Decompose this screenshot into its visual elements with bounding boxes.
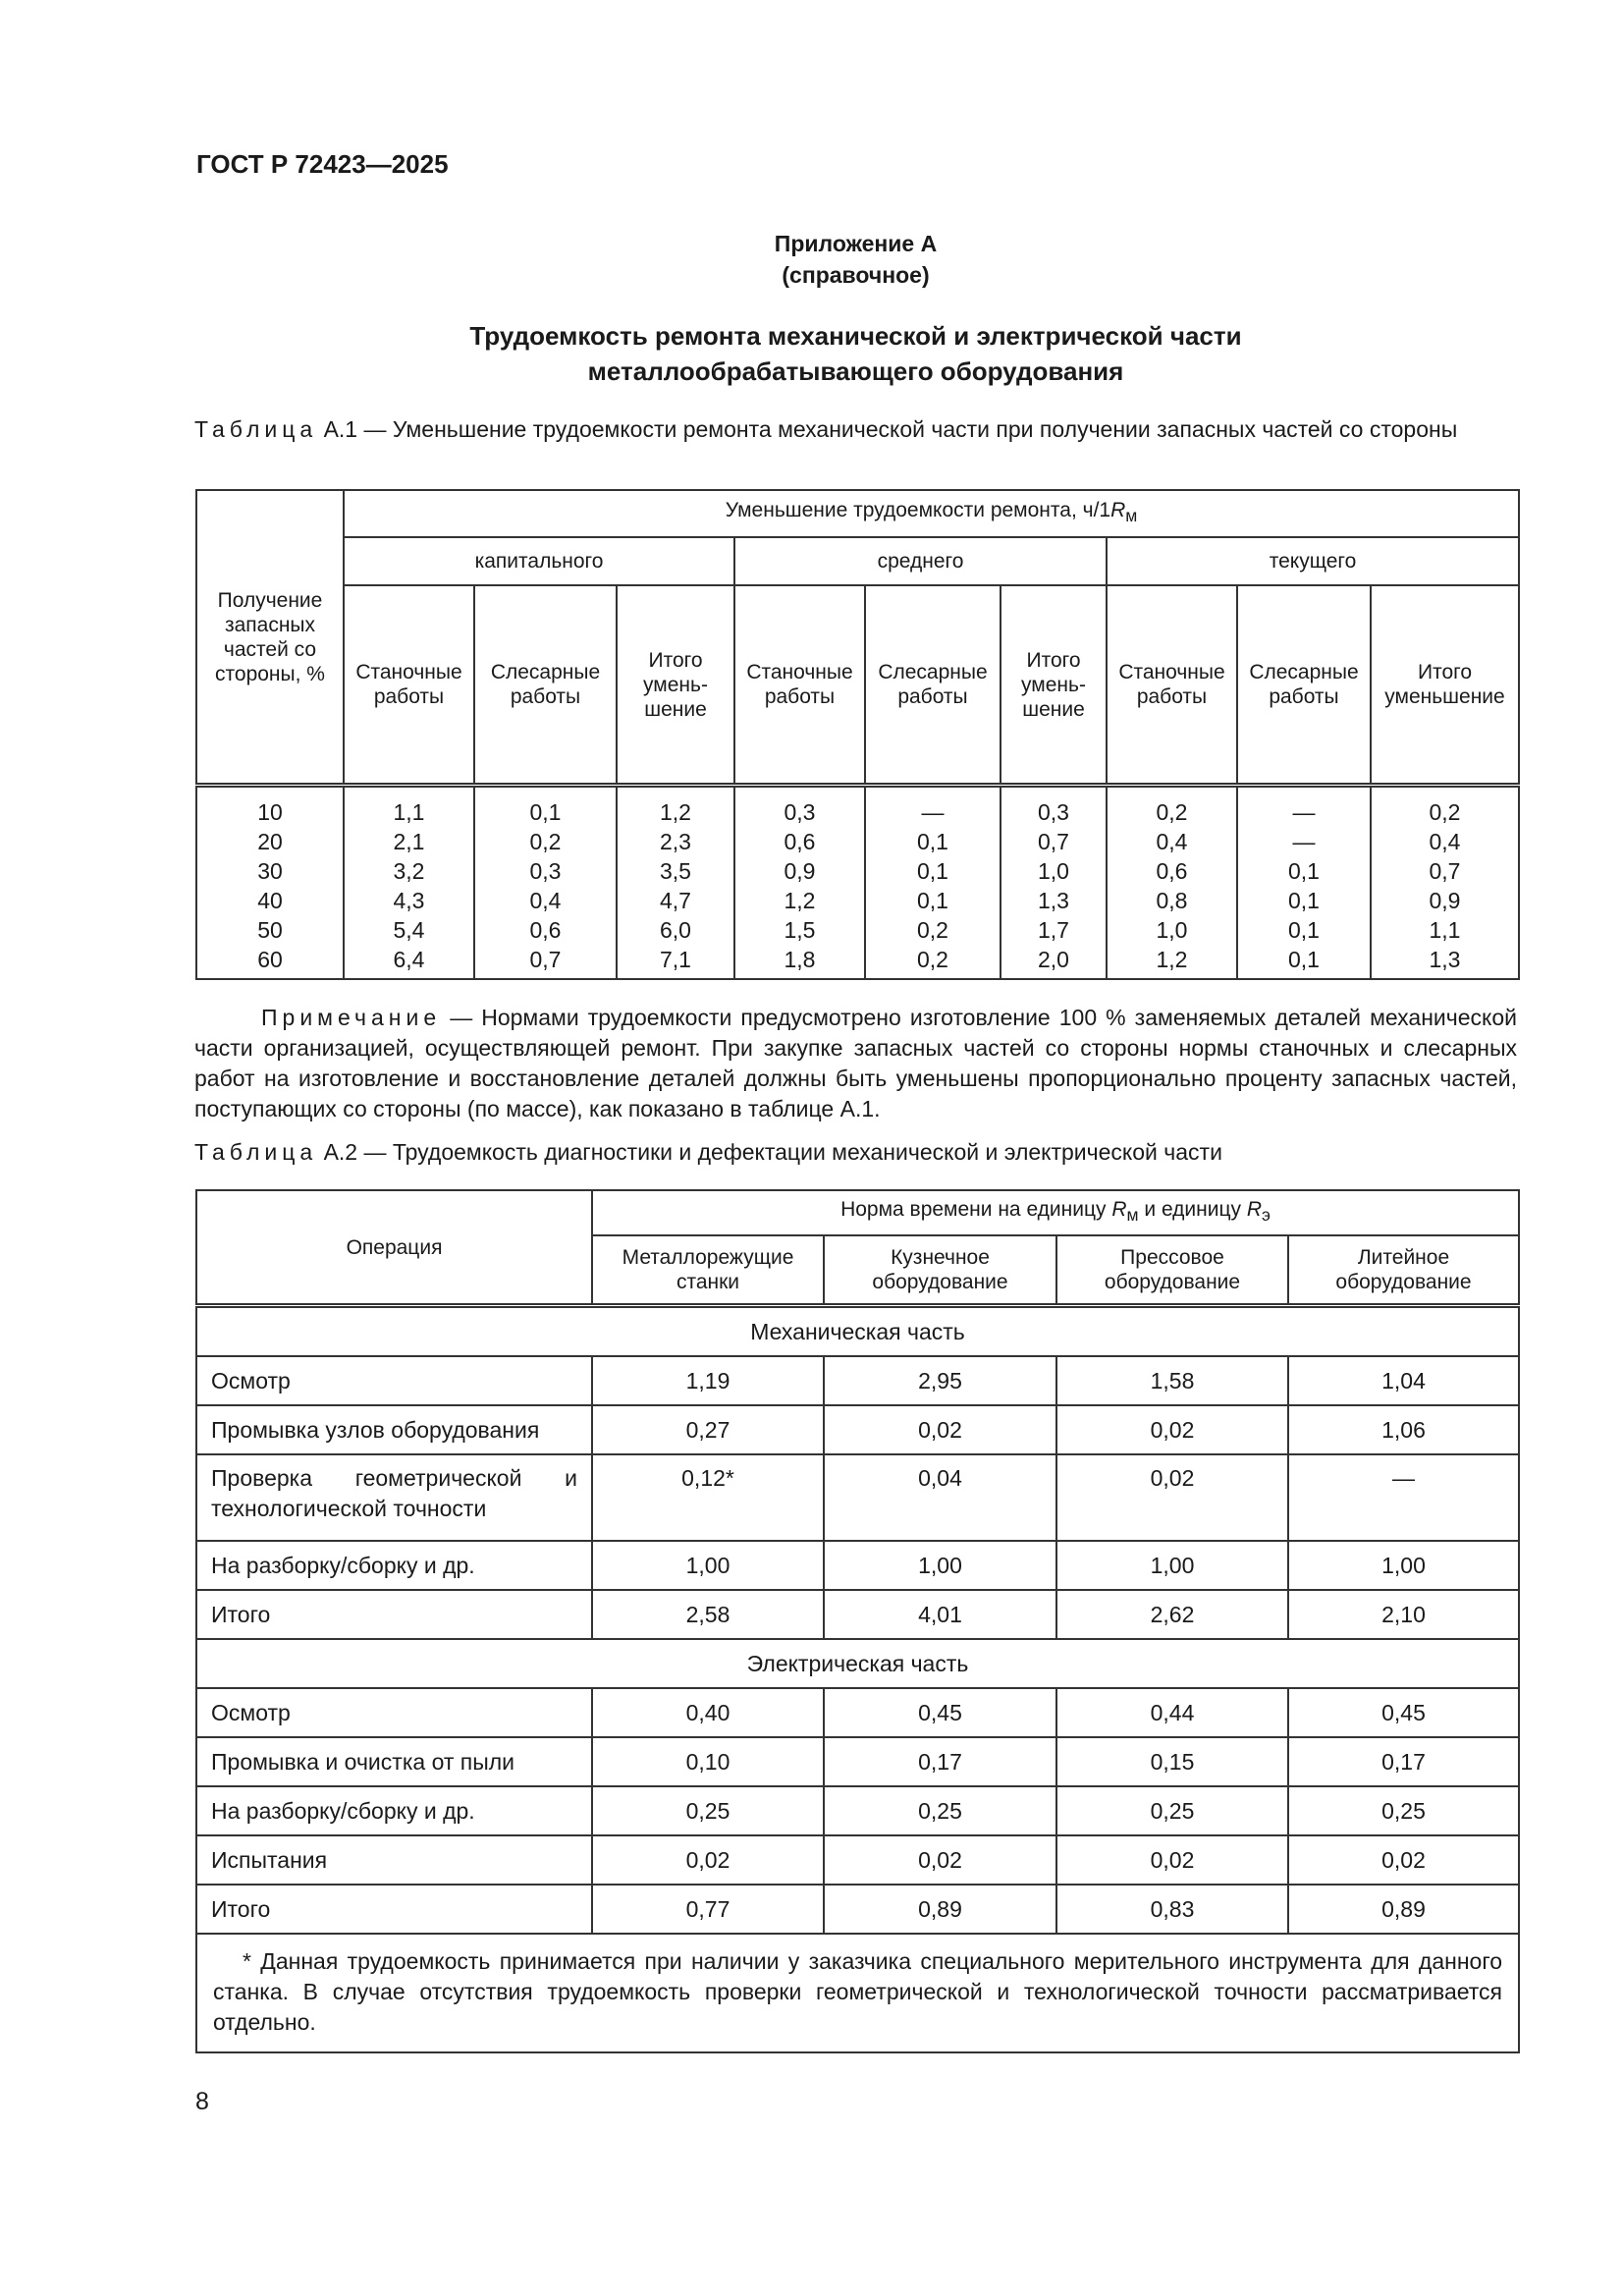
subheader-total-1: Итого умень-шение xyxy=(617,585,734,786)
column-current-fitter: — — 0,1 0,1 0,1 0,1 xyxy=(1237,786,1371,980)
operation-header: Операция xyxy=(196,1190,592,1306)
operation-name: Осмотр xyxy=(196,1688,592,1737)
section-mechanical: Механическая часть xyxy=(196,1306,1519,1357)
value-cell: 2,58 xyxy=(592,1590,824,1639)
column-current-total: 0,2 0,4 0,7 0,9 1,1 1,3 xyxy=(1371,786,1519,980)
value-cell: 0,83 xyxy=(1056,1885,1288,1934)
table-row xyxy=(196,1737,1519,1786)
section-row xyxy=(196,1639,1519,1688)
table-a2 xyxy=(195,1189,1520,2053)
table-row xyxy=(196,1454,1519,1541)
subheader-fitter-1: Слесарные работы xyxy=(474,585,617,786)
value-cell: — xyxy=(1288,1454,1519,1541)
group-medium: среднего xyxy=(734,537,1107,585)
column-capital-machine: 1,1 2,1 3,2 4,3 5,4 6,4 xyxy=(344,786,474,980)
column-percent: 10 20 30 40 50 60 xyxy=(196,786,344,980)
table-row xyxy=(196,1590,1519,1639)
section-row xyxy=(196,1306,1519,1357)
table-row xyxy=(196,1688,1519,1737)
table-a2-caption xyxy=(194,1137,1517,1168)
value-cell: 0,77 xyxy=(592,1885,824,1934)
value-cell: 1,04 xyxy=(1288,1356,1519,1405)
subheader-total-3: Итого уменьшение xyxy=(1371,585,1519,786)
value-cell: 0,89 xyxy=(1288,1885,1519,1934)
table-a1-caption-word: Таблица xyxy=(194,416,318,442)
operation-name: На разборку/сборку и др. xyxy=(196,1541,592,1590)
operation-name: Итого xyxy=(196,1885,592,1934)
table-row xyxy=(196,1835,1519,1885)
value-cell: 1,00 xyxy=(592,1541,824,1590)
col-header-casting: Литейное оборудование xyxy=(1288,1235,1519,1306)
note-label: Примечание xyxy=(261,1005,442,1030)
subheader-machine-1: Станочные работы xyxy=(344,585,474,786)
value-cell: 0,40 xyxy=(592,1688,824,1737)
table-a2-footnote: * Данная трудоемкость принимается при наличии у заказчика специального мерительного инструмента для данного станка. В случае отсутствия трудоемкость проверки геометрической и технологической точности рассматривается отдельно. xyxy=(196,1934,1519,2052)
table-row xyxy=(196,1541,1519,1590)
value-cell: 0,25 xyxy=(592,1786,824,1835)
value-cell: 0,10 xyxy=(592,1737,824,1786)
value-cell: 0,02 xyxy=(824,1405,1056,1454)
col-header-metal-cutting: Металлорежущие станки xyxy=(592,1235,824,1306)
value-cell: 0,89 xyxy=(824,1885,1056,1934)
value-cell: 0,27 xyxy=(592,1405,824,1454)
column-current-machine: 0,2 0,4 0,6 0,8 1,0 1,2 xyxy=(1107,786,1237,980)
annex-status: (справочное) xyxy=(782,262,930,288)
value-cell: 0,15 xyxy=(1056,1737,1288,1786)
subheader-machine-3: Станочные работы xyxy=(1107,585,1237,786)
table-a1-caption xyxy=(194,414,1517,445)
column-medium-machine: 0,3 0,6 0,9 1,2 1,5 1,8 xyxy=(734,786,865,980)
column-medium-total: 0,3 0,7 1,0 1,3 1,7 2,0 xyxy=(1001,786,1107,980)
table-a1-group-header xyxy=(344,490,1519,537)
operation-name: Осмотр xyxy=(196,1356,592,1405)
value-cell: 0,25 xyxy=(824,1786,1056,1835)
group-header-r: R xyxy=(1110,499,1126,522)
table-row xyxy=(196,1885,1519,1934)
annex-heading-line-2: металлообрабатывающего оборудования xyxy=(587,356,1124,386)
value-cell: 0,17 xyxy=(824,1737,1056,1786)
operation-name: Проверка геометрической и технологической точности xyxy=(196,1454,592,1541)
group-header-sub: м xyxy=(1125,506,1138,526)
value-cell: 1,00 xyxy=(1288,1541,1519,1590)
table-a1-caption-text: А.1 — Уменьшение трудоемкости ремонта механической части при получении запасных частей со стороны xyxy=(323,416,1458,442)
subheader-fitter-2: Слесарные работы xyxy=(865,585,1001,786)
table-a1-row-header: Получение запасных частей со стороны, % xyxy=(196,490,344,786)
value-cell: 1,00 xyxy=(824,1541,1056,1590)
table-a1-data-row xyxy=(196,786,1519,980)
table-a2-caption-word: Таблица xyxy=(194,1139,318,1165)
value-cell: 0,04 xyxy=(824,1454,1056,1541)
table-row xyxy=(196,1356,1519,1405)
column-medium-fitter: — 0,1 0,1 0,1 0,2 0,2 xyxy=(865,786,1001,980)
operation-name: Промывка узлов оборудования xyxy=(196,1405,592,1454)
value-cell: 4,01 xyxy=(824,1590,1056,1639)
document-code: ГОСТ Р 72423—2025 xyxy=(196,149,449,179)
group-capital: капитального xyxy=(344,537,734,585)
subheader-total-2: Итого умень-шение xyxy=(1001,585,1107,786)
col-header-forging: Кузнечное оборудование xyxy=(824,1235,1056,1306)
annex-label: Приложение А xyxy=(774,231,938,256)
operation-name: На разборку/сборку и др. xyxy=(196,1786,592,1835)
value-cell: 0,25 xyxy=(1056,1786,1288,1835)
value-cell: 0,02 xyxy=(1056,1454,1288,1541)
group-header-main: Уменьшение трудоемкости ремонта, ч/1 xyxy=(725,499,1111,522)
subheader-fitter-3: Слесарные работы xyxy=(1237,585,1371,786)
value-cell: 0,44 xyxy=(1056,1688,1288,1737)
value-cell: 0,45 xyxy=(824,1688,1056,1737)
value-cell: 0,02 xyxy=(592,1835,824,1885)
section-electrical: Электрическая часть xyxy=(196,1639,1519,1688)
table-a2-caption-text: А.2 — Трудоемкость диагностики и дефектации механической и электрической части xyxy=(323,1139,1222,1165)
value-cell: 0,25 xyxy=(1288,1786,1519,1835)
value-cell: 0,17 xyxy=(1288,1737,1519,1786)
value-cell: 2,10 xyxy=(1288,1590,1519,1639)
group-current: текущего xyxy=(1107,537,1519,585)
value-cell: 0,02 xyxy=(1056,1405,1288,1454)
value-cell: 1,06 xyxy=(1288,1405,1519,1454)
value-cell: 2,62 xyxy=(1056,1590,1288,1639)
value-cell: 1,00 xyxy=(1056,1541,1288,1590)
value-cell: 2,95 xyxy=(824,1356,1056,1405)
value-cell: 1,19 xyxy=(592,1356,824,1405)
value-cell: 0,02 xyxy=(1288,1835,1519,1885)
value-cell: 1,58 xyxy=(1056,1356,1288,1405)
column-capital-total: 1,2 2,3 3,5 4,7 6,0 7,1 xyxy=(617,786,734,980)
annex-heading xyxy=(196,318,1515,389)
operation-name: Итого xyxy=(196,1590,592,1639)
value-cell: 0,12* xyxy=(592,1454,824,1541)
subheader-machine-2: Станочные работы xyxy=(734,585,865,786)
annex-title xyxy=(196,228,1515,291)
table-a1 xyxy=(195,489,1520,980)
table-a1-note xyxy=(194,1003,1517,1124)
annex-heading-line-1: Трудоемкость ремонта механической и электрической части xyxy=(469,321,1242,351)
table-row xyxy=(196,1786,1519,1835)
column-capital-fitter: 0,1 0,2 0,3 0,4 0,6 0,7 xyxy=(474,786,617,980)
value-cell: 0,45 xyxy=(1288,1688,1519,1737)
value-cell: 0,02 xyxy=(824,1835,1056,1885)
operation-name: Промывка и очистка от пыли xyxy=(196,1737,592,1786)
table-row xyxy=(196,1405,1519,1454)
value-cell: 0,02 xyxy=(1056,1835,1288,1885)
operation-name: Испытания xyxy=(196,1835,592,1885)
norm-header: Норма времени на единицу $R_м$ и единицу $R_э$ xyxy=(592,1190,1519,1235)
note-text: — Нормами трудоемкости предусмотрено изготовление 100 % заменяемых деталей механической части организацией, осуществляющей ремонт. При закупке запасных частей со стороны нормы станочных и слесарных работ на изготовление и восстановление деталей должны быть уменьшены пропорционально проценту запасных частей, поступающих со стороны (по массе), как показано в таблице А.1. xyxy=(194,1005,1517,1121)
col-header-pressing: Прессовое оборудование xyxy=(1056,1235,1288,1306)
page-number: 8 xyxy=(195,2088,209,2115)
footnote-row xyxy=(196,1934,1519,2052)
